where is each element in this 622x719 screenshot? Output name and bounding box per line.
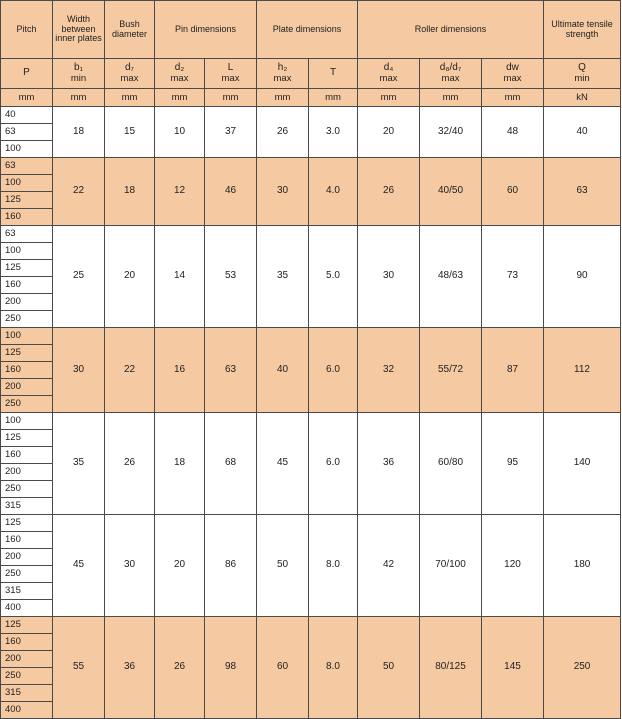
pitch-cell: 200 (1, 464, 53, 481)
symbol-label: L (227, 62, 234, 74)
value-cell: 30 (53, 328, 105, 413)
pitch-cell: 160 (1, 634, 53, 651)
table-row (1, 158, 621, 175)
value-cell: 112 (544, 328, 621, 413)
value-cell: 36 (358, 413, 420, 515)
symbol-label: h₂ (277, 62, 288, 74)
value-cell: 140 (544, 413, 621, 515)
value-cell: 32 (358, 328, 420, 413)
value-cell: 8.0 (309, 515, 358, 617)
value-cell: 20 (105, 226, 155, 328)
symbol-cell (309, 59, 358, 89)
table-row (1, 617, 621, 634)
value-cell: 6.0 (309, 413, 358, 515)
value-cell: 95 (482, 413, 544, 515)
value-cell: 18 (105, 158, 155, 226)
table-row (1, 328, 621, 345)
unit-cell: mm (358, 89, 420, 107)
value-cell: 14 (155, 226, 205, 328)
unit-cell: mm (1, 89, 53, 107)
value-cell: 18 (53, 107, 105, 158)
value-cell: 70/100 (420, 515, 482, 617)
symbol-label: Q (578, 62, 586, 74)
symbol-qualifier: max (221, 72, 240, 84)
table-body (1, 107, 621, 719)
header-roller: Roller dimensions (358, 1, 544, 59)
pitch-cell: 63 (1, 158, 53, 175)
pitch-cell: 63 (1, 124, 53, 141)
symbol-qualifier: max (273, 72, 292, 84)
value-cell: 80/125 (420, 617, 482, 719)
unit-cell: mm (205, 89, 257, 107)
symbol-cell (257, 59, 309, 89)
pitch-cell: 40 (1, 107, 53, 124)
symbol-cell (53, 59, 105, 89)
unit-row (1, 89, 621, 107)
value-cell: 180 (544, 515, 621, 617)
unit-cell: mm (105, 89, 155, 107)
pitch-cell: 100 (1, 328, 53, 345)
header-width: Width between inner plates (53, 1, 105, 59)
symbol-label: P (23, 67, 30, 79)
symbol-cell (105, 59, 155, 89)
pitch-cell: 200 (1, 651, 53, 668)
value-cell: 60/80 (420, 413, 482, 515)
symbol-cell (1, 59, 53, 89)
symbol-cell (544, 59, 621, 89)
value-cell: 26 (105, 413, 155, 515)
value-cell: 40 (544, 107, 621, 158)
table-row (1, 413, 621, 430)
value-cell: 68 (205, 413, 257, 515)
unit-cell: mm (420, 89, 482, 107)
symbol-cell (205, 59, 257, 89)
value-cell: 48 (482, 107, 544, 158)
pitch-cell: 315 (1, 685, 53, 702)
symbol-label: d₄ (383, 62, 394, 74)
value-cell: 55/72 (420, 328, 482, 413)
value-cell: 37 (205, 107, 257, 158)
value-cell: 48/63 (420, 226, 482, 328)
symbol-qualifier: min (70, 72, 87, 84)
value-cell: 30 (358, 226, 420, 328)
value-cell: 22 (53, 158, 105, 226)
symbol-cell (420, 59, 482, 89)
value-cell: 86 (205, 515, 257, 617)
value-cell: 35 (257, 226, 309, 328)
value-cell: 46 (205, 158, 257, 226)
pitch-cell: 125 (1, 345, 53, 362)
symbol-cell (358, 59, 420, 89)
unit-cell: mm (482, 89, 544, 107)
pitch-cell: 125 (1, 515, 53, 532)
value-cell: 50 (257, 515, 309, 617)
unit-cell: mm (155, 89, 205, 107)
pitch-cell: 160 (1, 277, 53, 294)
value-cell: 36 (105, 617, 155, 719)
value-cell: 90 (544, 226, 621, 328)
symbol-qualifier: max (441, 72, 460, 84)
pitch-cell: 160 (1, 209, 53, 226)
pitch-cell: 200 (1, 549, 53, 566)
value-cell: 26 (257, 107, 309, 158)
pitch-cell: 125 (1, 260, 53, 277)
value-cell: 42 (358, 515, 420, 617)
pitch-cell: 160 (1, 532, 53, 549)
value-cell: 98 (205, 617, 257, 719)
value-cell: 50 (358, 617, 420, 719)
header-ultimate: Ultimate tensile strength (544, 1, 621, 59)
symbol-cell (482, 59, 544, 89)
value-cell: 73 (482, 226, 544, 328)
value-cell: 53 (205, 226, 257, 328)
pitch-cell: 160 (1, 447, 53, 464)
table-row (1, 515, 621, 532)
pitch-cell: 125 (1, 430, 53, 447)
value-cell: 60 (482, 158, 544, 226)
unit-cell: mm (309, 89, 358, 107)
pitch-cell: 100 (1, 243, 53, 260)
pitch-cell: 100 (1, 141, 53, 158)
symbol-label: d₈/d₇ (439, 62, 462, 74)
symbol-label: d₇ (125, 62, 134, 74)
symbol-label: d₂ (174, 62, 185, 74)
value-cell: 45 (257, 413, 309, 515)
pitch-cell: 400 (1, 702, 53, 719)
pitch-cell: 250 (1, 396, 53, 413)
pitch-cell: 200 (1, 379, 53, 396)
value-cell: 55 (53, 617, 105, 719)
unit-cell: kN (544, 89, 621, 107)
pitch-cell: 125 (1, 192, 53, 209)
value-cell: 60 (257, 617, 309, 719)
pitch-cell: 315 (1, 583, 53, 600)
symbol-qualifier: max (379, 72, 398, 84)
value-cell: 15 (105, 107, 155, 158)
header-pitch: Pitch (1, 1, 53, 59)
value-cell: 40 (257, 328, 309, 413)
header-plate: Plate dimensions (257, 1, 358, 59)
value-cell: 87 (482, 328, 544, 413)
value-cell: 25 (53, 226, 105, 328)
value-cell: 35 (53, 413, 105, 515)
pitch-cell: 250 (1, 311, 53, 328)
value-cell: 20 (155, 515, 205, 617)
symbol-qualifier: max (120, 72, 139, 84)
symbol-label: dw (506, 62, 519, 74)
pitch-cell: 250 (1, 481, 53, 498)
value-cell: 40/50 (420, 158, 482, 226)
table-row (1, 226, 621, 243)
value-cell: 26 (358, 158, 420, 226)
value-cell: 12 (155, 158, 205, 226)
value-cell: 18 (155, 413, 205, 515)
pitch-cell: 100 (1, 413, 53, 430)
symbol-qualifier: min (574, 72, 590, 84)
value-cell: 26 (155, 617, 205, 719)
value-cell: 45 (53, 515, 105, 617)
value-cell: 3.0 (309, 107, 358, 158)
value-cell: 5.0 (309, 226, 358, 328)
symbol-qualifier: max (170, 72, 189, 84)
value-cell: 20 (358, 107, 420, 158)
pitch-cell: 315 (1, 498, 53, 515)
pitch-cell: 250 (1, 668, 53, 685)
value-cell: 6.0 (309, 328, 358, 413)
value-cell: 120 (482, 515, 544, 617)
value-cell: 145 (482, 617, 544, 719)
unit-cell: mm (257, 89, 309, 107)
pitch-cell: 125 (1, 617, 53, 634)
symbol-cell (155, 59, 205, 89)
pitch-cell: 100 (1, 175, 53, 192)
symbol-row (1, 59, 621, 89)
pitch-cell: 250 (1, 566, 53, 583)
value-cell: 32/40 (420, 107, 482, 158)
value-cell: 250 (544, 617, 621, 719)
pitch-cell: 63 (1, 226, 53, 243)
symbol-label: b₁ (74, 62, 83, 74)
value-cell: 22 (105, 328, 155, 413)
value-cell: 8.0 (309, 617, 358, 719)
value-cell: 4.0 (309, 158, 358, 226)
unit-cell: mm (53, 89, 105, 107)
pitch-cell: 200 (1, 294, 53, 311)
value-cell: 30 (257, 158, 309, 226)
value-cell: 63 (205, 328, 257, 413)
value-cell: 30 (105, 515, 155, 617)
symbol-qualifier: max (503, 72, 522, 84)
header-pin: Pin dimensions (155, 1, 257, 59)
pitch-cell: 160 (1, 362, 53, 379)
pitch-cell: 400 (1, 600, 53, 617)
value-cell: 16 (155, 328, 205, 413)
table-row (1, 107, 621, 124)
header-bush: Bush diameter (105, 1, 155, 59)
value-cell: 10 (155, 107, 205, 158)
value-cell: 63 (544, 158, 621, 226)
symbol-label: T (329, 67, 337, 79)
